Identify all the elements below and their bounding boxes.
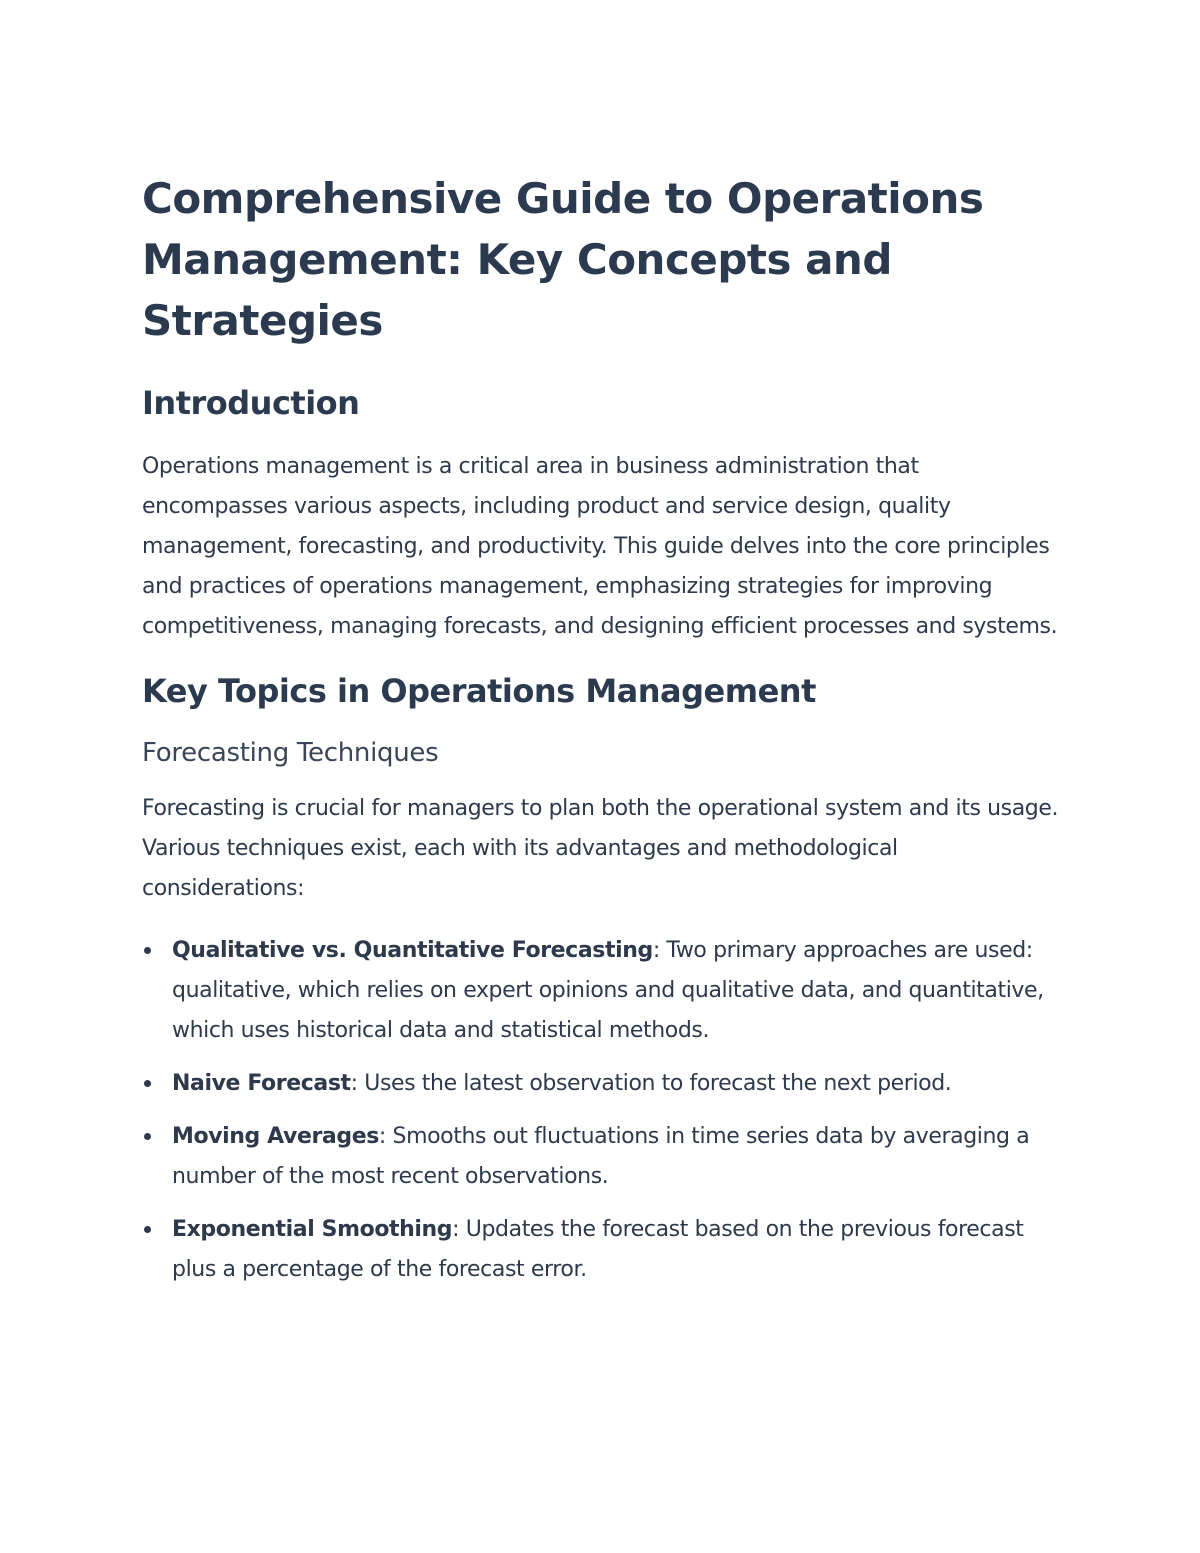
list-item — [142, 1117, 1062, 1197]
forecasting-list — [142, 931, 1062, 1290]
list-item-term: Exponential Smoothing — [172, 1217, 453, 1242]
list-item — [142, 931, 1062, 1051]
intro-paragraph: Operations management is a critical area in business administration that encompasses various aspects, including product and service design, quality management, forecasting, and productivity. This guide delves into the core principles and practices of operations management, emphasizing strategies for improving competitiveness, managing forecasts, and designing efficient processes and systems. — [142, 454, 1058, 639]
key-topics-heading: Key Topics in Operations Management — [142, 672, 816, 710]
list-item-term: Naive Forecast — [172, 1071, 351, 1096]
list-item-term: Moving Averages — [172, 1124, 379, 1149]
list-item-text: : Uses the latest observation to forecast the next period. — [350, 1071, 952, 1096]
bullet-icon — [144, 1080, 151, 1087]
document-page — [142, 168, 1062, 1303]
list-item-text: : Two primary approaches are used: qualitative, which relies on expert opinions and qualitative data, and quantitative, which uses historical data and statistical methods. — [172, 938, 1044, 1043]
forecasting-paragraph: Forecasting is crucial for managers to plan both the operational system and its usage. Various techniques exist, each with its advantages and methodological considerations: — [142, 796, 1059, 901]
list-item-term: Qualitative vs. Quantitative Forecasting — [172, 938, 653, 963]
intro-heading: Introduction — [142, 384, 360, 422]
document-title: Comprehensive Guide to Operations Management: Key Concepts and Strategies — [142, 174, 984, 345]
forecasting-heading: Forecasting Techniques — [142, 738, 439, 768]
bullet-icon — [144, 947, 151, 954]
list-item — [142, 1210, 1062, 1290]
bullet-icon — [144, 1226, 151, 1233]
bullet-icon — [144, 1133, 151, 1140]
list-item — [142, 1064, 1062, 1104]
list-item-text: : Smooths out fluctuations in time series data by averaging a number of the most recent observations. — [172, 1124, 1030, 1189]
list-item-text: : Updates the forecast based on the previous forecast plus a percentage of the forecast error. — [172, 1217, 1024, 1282]
